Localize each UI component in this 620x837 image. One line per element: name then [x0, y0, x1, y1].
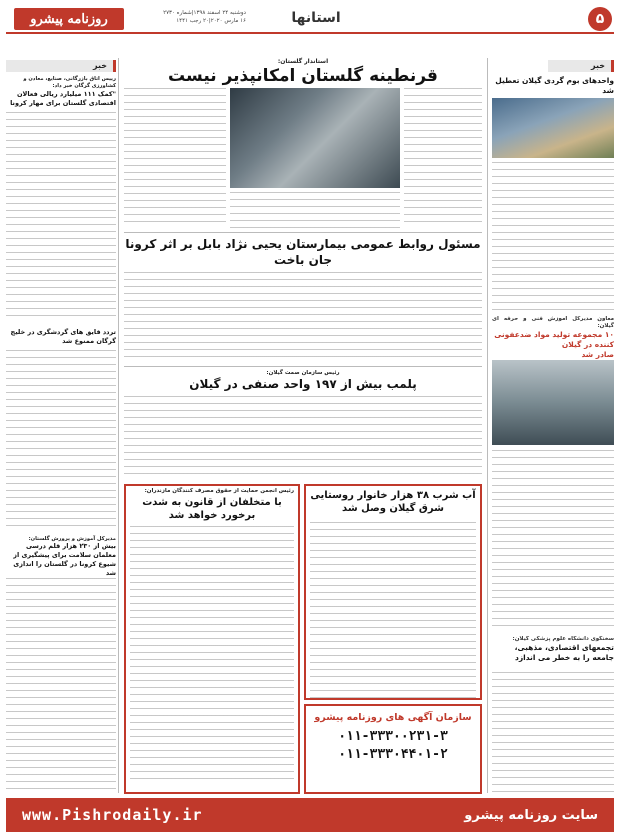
main-body-col1	[404, 88, 482, 228]
box-left-kicker: رئیس انجمن حمایت از حقوق مصرف کنندگان مازندران:	[144, 488, 294, 494]
ads-phone-2[interactable]: ۰۱۱-۳۳۳۰۴۴۰۱-۲	[338, 747, 448, 762]
section-title: استانها	[291, 10, 341, 26]
right-headline-2: ۱۰ مجموعه تولید مواد ضدعفونی کننده در گیلان	[494, 330, 614, 349]
box-left-body	[126, 522, 298, 788]
column-divider	[487, 58, 488, 793]
ads-box	[304, 704, 482, 794]
website-label: سایت روزنامه پیشرو	[464, 807, 598, 823]
website-url[interactable]: www.Pishrodaily.ir	[22, 806, 203, 824]
divider	[124, 232, 482, 233]
left-headline-3: بیش از ۲۳۰ هزار قلم درسی معلمان سلامت برای پیشگیری از شیوع کرونا در گلستان را اندازی شد	[13, 542, 116, 577]
page-number: ۵	[588, 7, 612, 31]
right-headline-1: واحدهای بوم گردی گیلان تعطیل شد	[495, 76, 614, 95]
box-mid-body	[306, 518, 480, 702]
divider	[124, 366, 482, 367]
third-article	[124, 370, 482, 392]
photo-caption-body	[230, 192, 400, 228]
date-line-1: دوشنبه ۲۴ اسفند ۱۳۹۸|شماره ۲۷۳۰	[163, 10, 246, 16]
box-mid-headline: آب شرب ۳۸ هزار خانوار روستایی شرق گیلان وصل شد	[310, 490, 476, 514]
left-kicker-3: مدیرکل آموزش و پرورش گلستان:	[28, 536, 116, 542]
box-left-headline: با متخلفان از قانون به شدت برخورد خواهد شد	[142, 497, 282, 521]
left-headline-2: تردد قایق های گردشگری در خلیج گرگان ممنوع شد	[10, 328, 116, 345]
second-headline: مسئول روابط عمومی بیمارستان یحیی نژاد بابل بر اثر کرونا جان باخت	[125, 237, 481, 267]
right-article-3	[492, 636, 614, 663]
main-body-col3	[124, 88, 226, 228]
main-headline: قرنطینه گلستان امکانپذیر نیست	[168, 66, 438, 86]
date-line	[126, 9, 246, 25]
right-body-1	[492, 162, 614, 312]
right-kicker-2: معاون مدیرکل آموزش فنی و حرفه ای گیلان:	[492, 316, 614, 329]
water-supply-box	[304, 484, 482, 700]
third-body	[124, 396, 482, 480]
column-divider	[118, 58, 119, 793]
third-headline: پلمب بیش از ۱۹۷ واحد صنفی در گیلان	[189, 377, 417, 391]
ads-title: سازمان آگهی های روزنامه پیشرو	[314, 712, 472, 723]
right-photo-1	[492, 98, 614, 158]
left-article-1	[6, 76, 116, 108]
right-headline-2-tail: صادر شد	[581, 350, 614, 359]
footer-banner	[6, 798, 614, 832]
left-article-3	[6, 536, 116, 578]
news-tag-left: خبر	[6, 60, 116, 72]
main-article	[124, 58, 482, 87]
left-kicker-1: رییس اتاق بازرگانی، صنایع، معادن و کشاورزی گرگان خبر داد:	[23, 76, 116, 89]
consumer-rights-box	[124, 484, 300, 794]
newspaper-logo: روزنامه پیشرو	[14, 8, 124, 30]
left-headline-1: "کمک ۱۱۱ میلیارد ریالی فعالان اقتصادی گلستان برای مهار کرونا	[10, 90, 116, 107]
left-body-2	[6, 350, 116, 530]
left-body-3	[6, 578, 116, 794]
right-body-2	[492, 450, 614, 630]
main-kicker: استاندار گلستان:	[277, 58, 329, 65]
right-photo-2	[492, 360, 614, 445]
ads-phone-1[interactable]: ۰۱۱-۳۳۳۰۰۲۳۱-۳	[338, 729, 448, 744]
right-body-3	[492, 672, 614, 792]
meeting-photo	[492, 360, 614, 445]
third-kicker: رئیس سازمان صمت گیلان:	[266, 370, 340, 376]
building-photo	[492, 98, 614, 158]
second-body	[124, 272, 482, 362]
crowd-photo	[230, 88, 400, 188]
left-body-1	[6, 112, 116, 322]
right-article-2	[492, 316, 614, 360]
news-tag-right: خبر	[548, 60, 614, 72]
masthead	[6, 4, 614, 34]
right-headline-3: تجمعهای اقتصادی، مذهبی، جامعه را به خطر می اندازد	[514, 643, 614, 662]
right-kicker-3: سخنگوی دانشگاه علوم پزشکی گیلان:	[512, 636, 614, 642]
date-line-2: ۱۶ مارس ۲۰۲۰|۲۰ رجب ۱۴۴۱	[176, 18, 246, 24]
